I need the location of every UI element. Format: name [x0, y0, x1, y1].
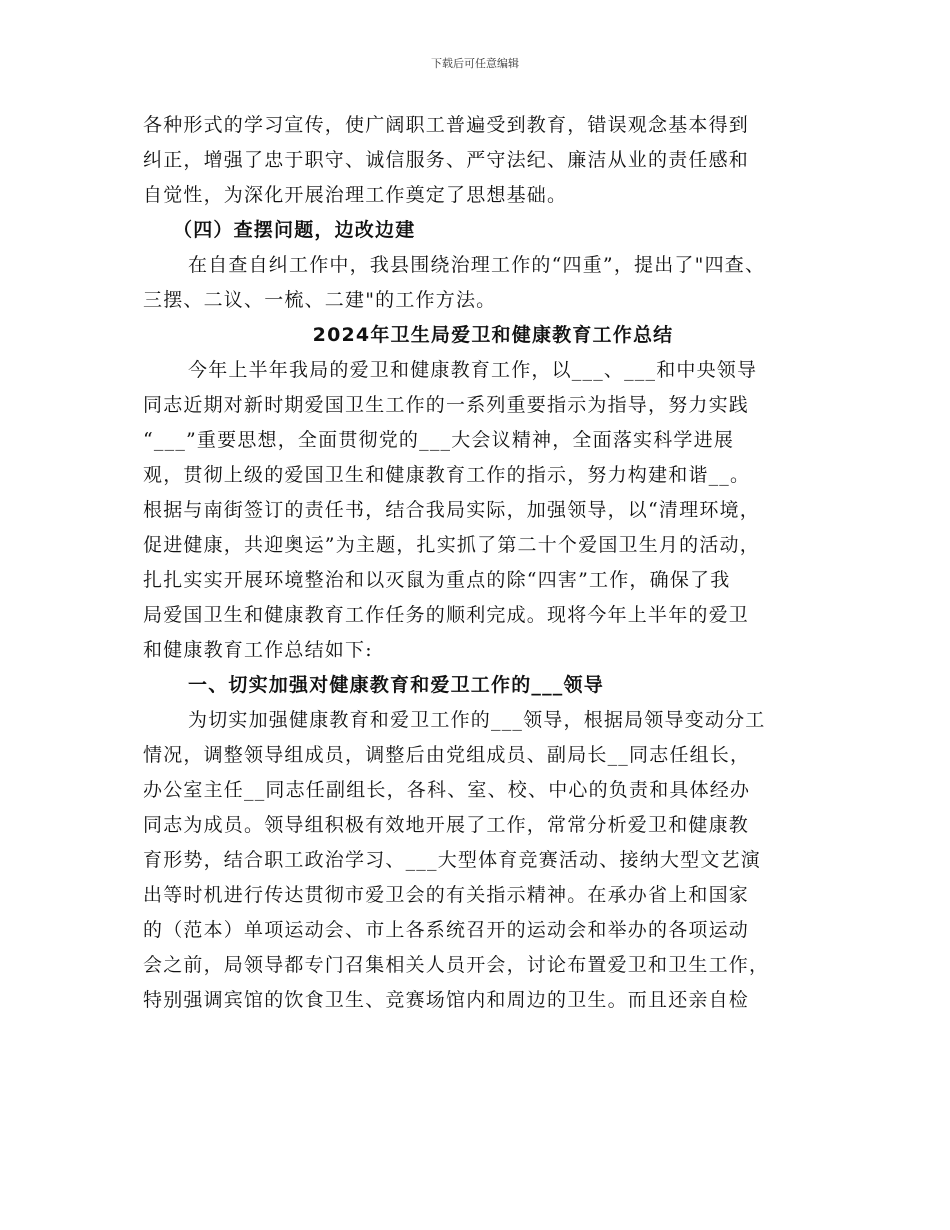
section-heading: 一、切实加强对健康教育和爱卫工作的___领导 — [188, 674, 604, 696]
paragraph-line: 各种形式的学习宣传，使广阔职工普遍受到教育，错误观念基本得到 — [143, 114, 750, 136]
paragraph-line: 同志近期对新时期爱国卫生工作的一系列重要指示为指导，努力实践 — [143, 394, 750, 416]
paragraph-line: 今年上半年我局的爱卫和健康教育工作，以___、___和中央领导 — [188, 359, 758, 381]
paragraph-line: “___”重要思想，全面贯彻党的___大会议精神，全面落实科学进展 — [143, 429, 735, 451]
paragraph-line: 在自查自纠工作中，我县围绕治理工作的“四重”，提出了"四查、 — [188, 254, 766, 276]
paragraph-line: 扎扎实实开展环境整治和以灭鼠为重点的除“四害”工作，确保了我 — [143, 569, 731, 591]
paragraph-line: 出等时机进行传达贯彻市爱卫会的有关指示精神。在承办省上和国家 — [143, 884, 750, 906]
paragraph-line: 的（范本）单项运动会、市上各系统召开的运动会和举办的各项运动 — [143, 919, 750, 941]
section-subheading: （四）查摆问题，边改边建 — [173, 219, 416, 241]
paragraph-line: 会之前，局领导都专门召集相关人员开会，讨论布置爱卫和卫生工作， — [143, 954, 770, 976]
paragraph-line: 纠正，增强了忠于职守、诚信服务、严守法纪、廉洁从业的责任感和 — [143, 149, 750, 171]
paragraph-line: 观，贯彻上级的爱国卫生和健康教育工作的指示，努力构建和谐__。 — [143, 464, 751, 486]
document-body — [143, 108, 823, 1018]
paragraph-line: 为切实加强健康教育和爱卫工作的___领导，根据局领导变动分工 — [188, 709, 766, 731]
paragraph-line: 自觉性，为深化开展治理工作奠定了思想基础。 — [143, 184, 568, 206]
paragraph-line: 同志为成员。领导组积极有效地开展了工作，常常分析爱卫和健康教 — [143, 814, 750, 836]
paragraph-line: 局爱国卫生和健康教育工作任务的顺利完成。现将今年上半年的爱卫 — [143, 604, 750, 626]
paragraph-line: 根据与南街签订的责任书，结合我局实际，加强领导，以“清理环境， — [143, 499, 760, 521]
paragraph-line: 情况，调整领导组成员，调整后由党组成员、副局长__同志任组长， — [143, 744, 751, 766]
paragraph-line: 办公室主任__同志任副组长，各科、室、校、中心的负责和具体经办 — [143, 779, 751, 801]
page-header: 下载后可任意编辑 — [431, 57, 519, 70]
paragraph-line: 三摆、二议、一梳、二建"的工作方法。 — [143, 289, 497, 311]
paragraph-line: 和健康教育工作总结如下: — [143, 639, 373, 661]
document-title: 2024年卫生局爱卫和健康教育工作总结 — [312, 324, 674, 346]
paragraph-line: 特别强调宾馆的饮食卫生、竞赛场馆内和周边的卫生。而且还亲自检 — [143, 989, 750, 1011]
paragraph-line: 育形势，结合职工政治学习、___大型体育竞赛活动、接纳大型文艺演 — [143, 849, 761, 871]
paragraph-line: 促进健康，共迎奥运”为主题，扎实抓了第二十个爱国卫生月的活动， — [143, 534, 760, 556]
